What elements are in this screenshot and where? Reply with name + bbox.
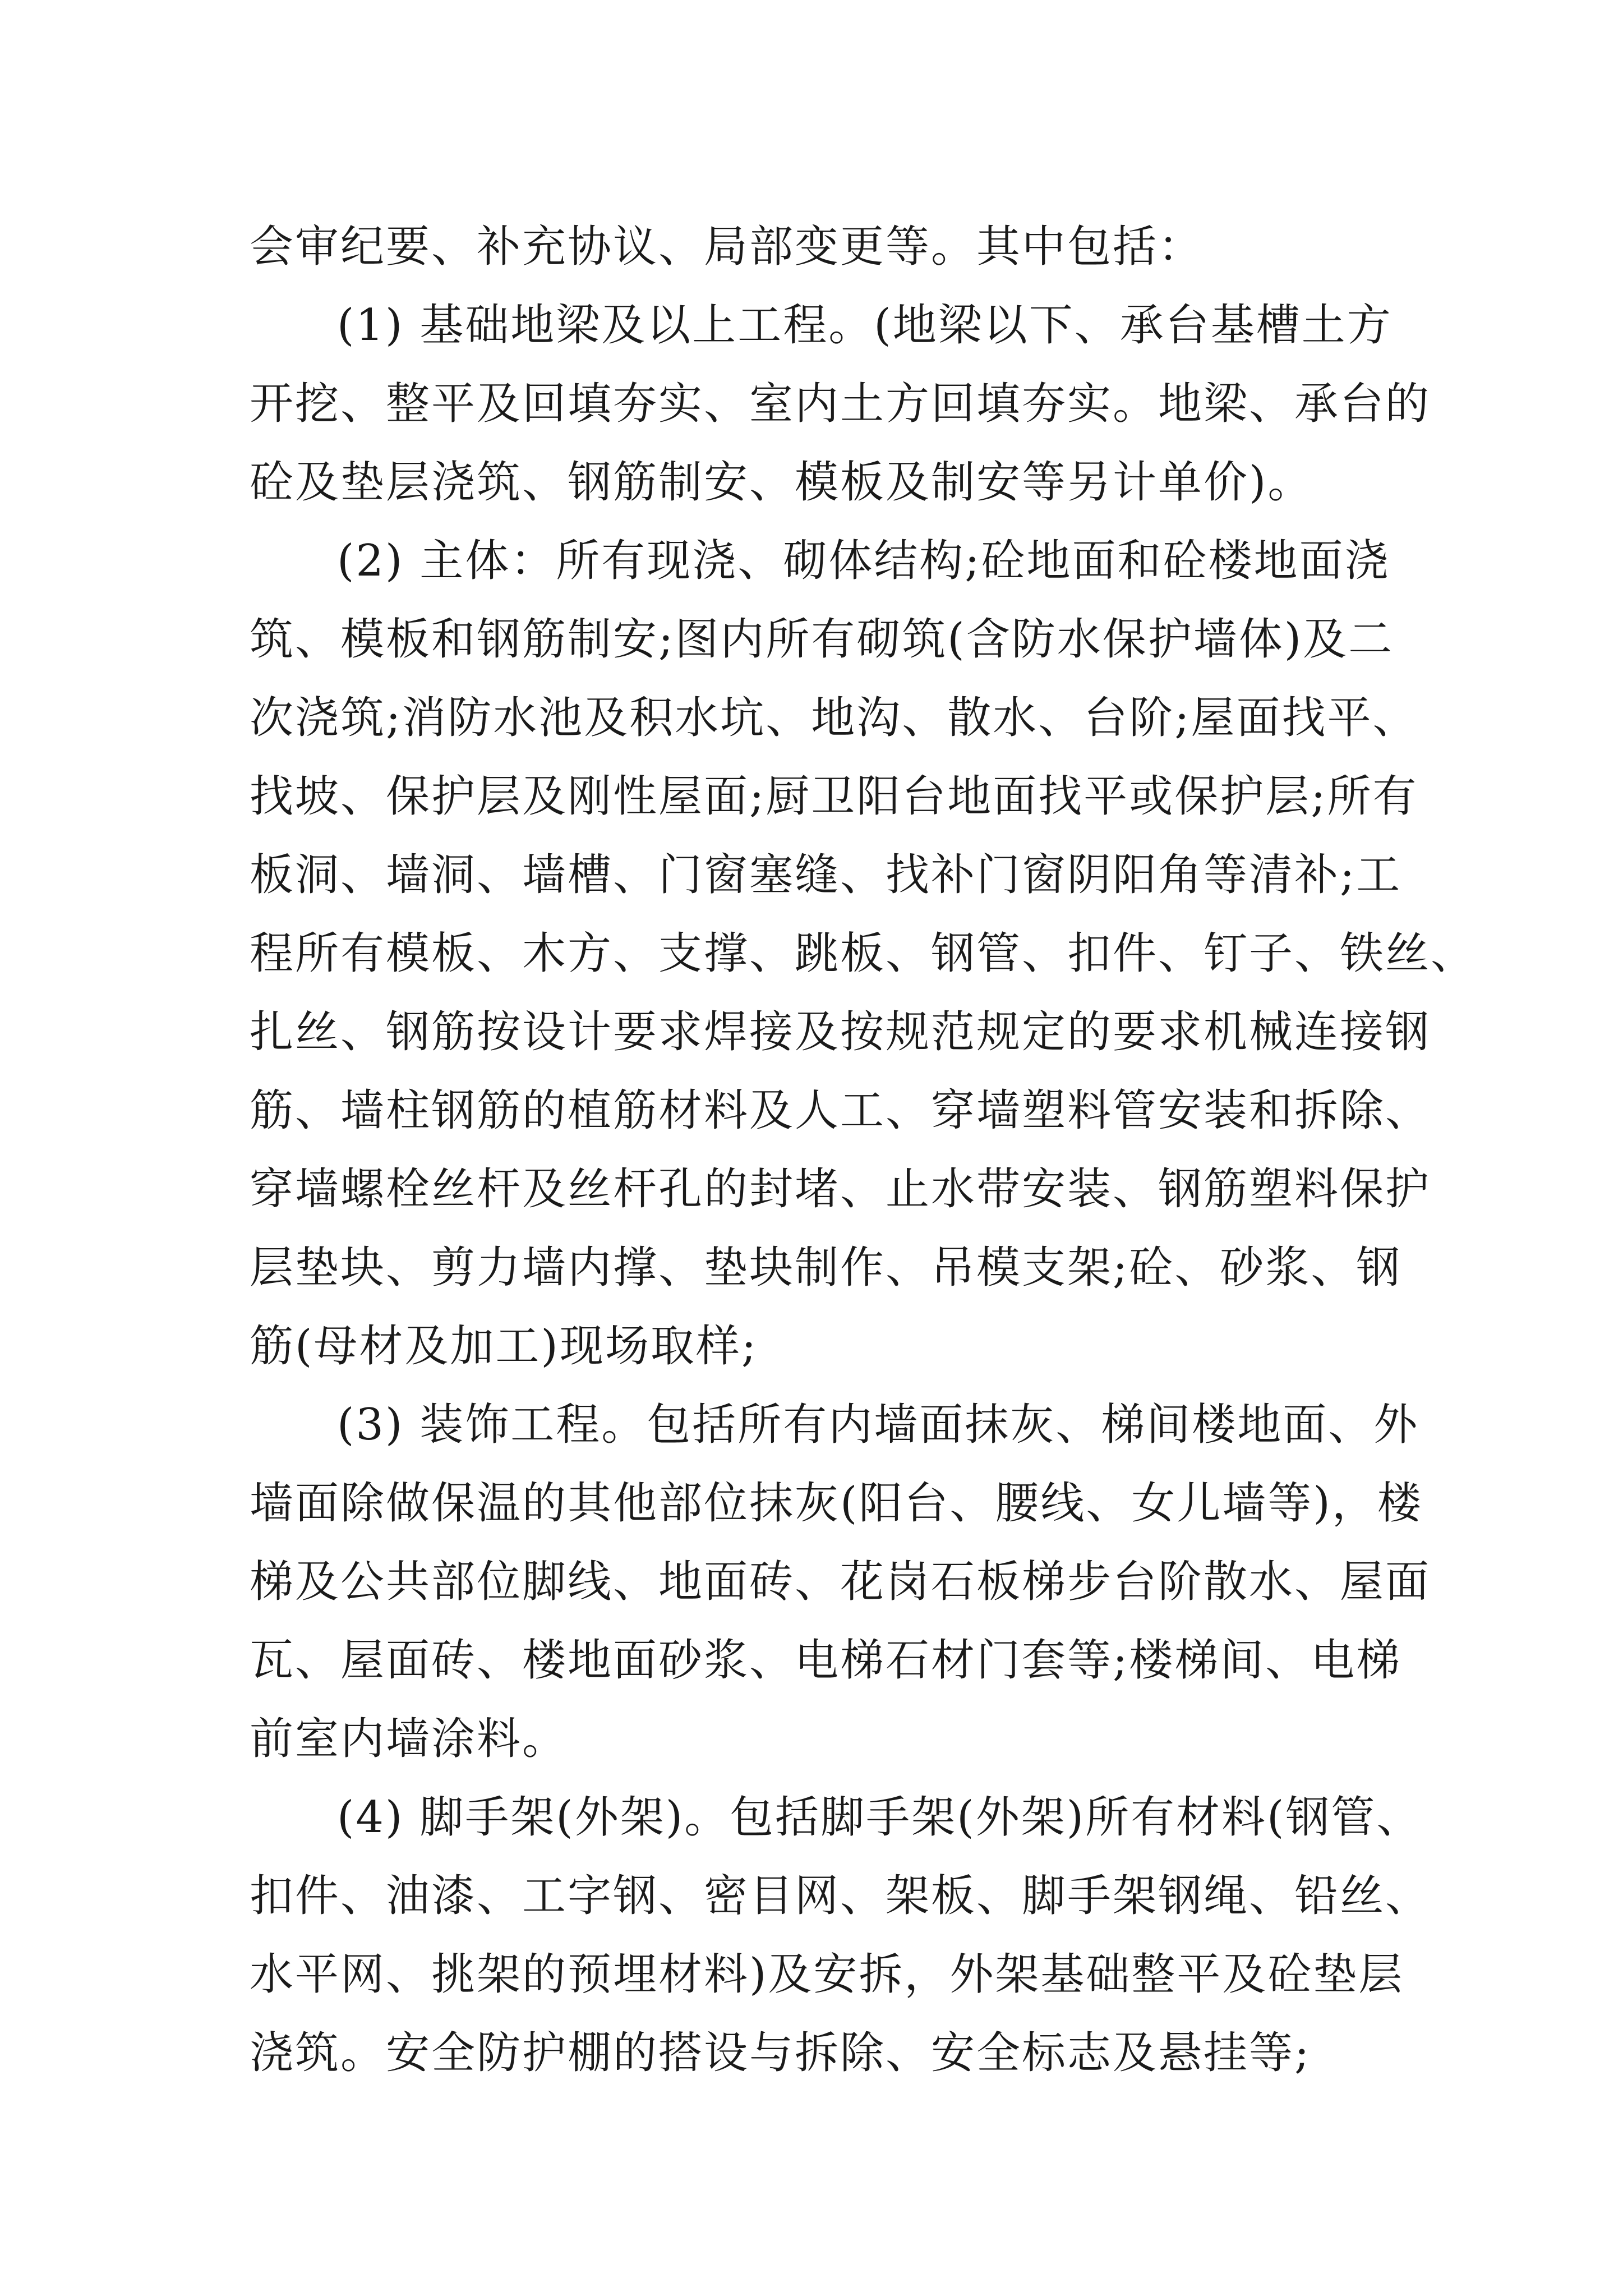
paragraph: [250, 522, 1477, 1386]
text-line: 梯及公共部位脚线、地面砖、花岗石板梯步台阶散水、屋面: [250, 1557, 1431, 1607]
text-line: 扣件、油漆、工字钢、密目网、架板、脚手架钢绳、铅丝、: [250, 1871, 1431, 1921]
text-line: 墙面除做保温的其他部位抹灰(阳台、腰线、女儿墙等)，楼: [250, 1478, 1423, 1529]
text-line: (1) 基础地梁及以上工程。(地梁以下、承台基槽土方: [337, 300, 1393, 351]
text-line: 层垫块、剪力墙内撑、垫块制作、吊模支架;砼、砂浆、钢: [250, 1243, 1402, 1293]
text-line: 穿墙螺栓丝杆及丝杆孔的封堵、止水带安装、钢筋塑料保护: [250, 1164, 1431, 1214]
text-line: 找坡、保护层及刚性屋面;厨卫阳台地面找平或保护层;所有: [250, 771, 1418, 822]
text-line: 水平网、挑架的预埋材料)及安拆，外架基础整平及砼垫层: [250, 1949, 1404, 2000]
text-line: (4) 脚手架(外架)。包括脚手架(外架)所有材料(钢管、: [337, 1792, 1422, 1843]
text-line: 浇筑。安全防护棚的搭设与拆除、安全标志及悬挂等;: [250, 2028, 1311, 2078]
text-line: 会审纪要、补充协议、局部变更等。其中包括：: [250, 222, 1204, 272]
paragraph: [250, 1386, 1431, 1778]
text-line: 筋(母材及加工)现场取样;: [250, 1321, 758, 1372]
text-line: 扎丝、钢筋按设计要求焊接及按规范规定的要求机械连接钢: [250, 1007, 1431, 1057]
text-line: 瓦、屋面砖、楼地面砂浆、电梯石材门套等;楼梯间、电梯: [250, 1635, 1402, 1686]
text-line: 程所有模板、木方、支撑、跳板、钢管、扣件、钉子、铁丝、: [250, 928, 1477, 979]
paragraph: [250, 286, 1431, 522]
text-line: 次浇筑;消防水池及积水坑、地沟、散水、台阶;屋面找平、: [250, 693, 1418, 743]
text-line: 筋、墙柱钢筋的植筋材料及人工、穿墙塑料管安装和拆除、: [250, 1085, 1431, 1136]
text-line: (3) 装饰工程。包括所有内墙面抹灰、梯间楼地面、外: [337, 1400, 1419, 1450]
text-line: (2) 主体：所有现浇、砌体结构;砼地面和砼楼地面浇: [337, 536, 1390, 586]
text-line: 前室内墙涂料。: [250, 1714, 568, 1764]
text-line: 筑、模板和钢筋制安;图内所有砌筑(含防水保护墙体)及二: [250, 614, 1394, 665]
text-line: 板洞、墙洞、墙槽、门窗塞缝、找补门窗阴阳角等清补;工: [250, 850, 1402, 900]
paragraph: [250, 1778, 1431, 2092]
paragraph: [250, 208, 1427, 286]
text-line: 开挖、整平及回填夯实、室内土方回填夯实。地梁、承台的: [250, 379, 1431, 429]
text-line: 砼及垫层浇筑、钢筋制安、模板及制安等另计单价)。: [250, 457, 1313, 508]
document-body: [250, 208, 1477, 2092]
